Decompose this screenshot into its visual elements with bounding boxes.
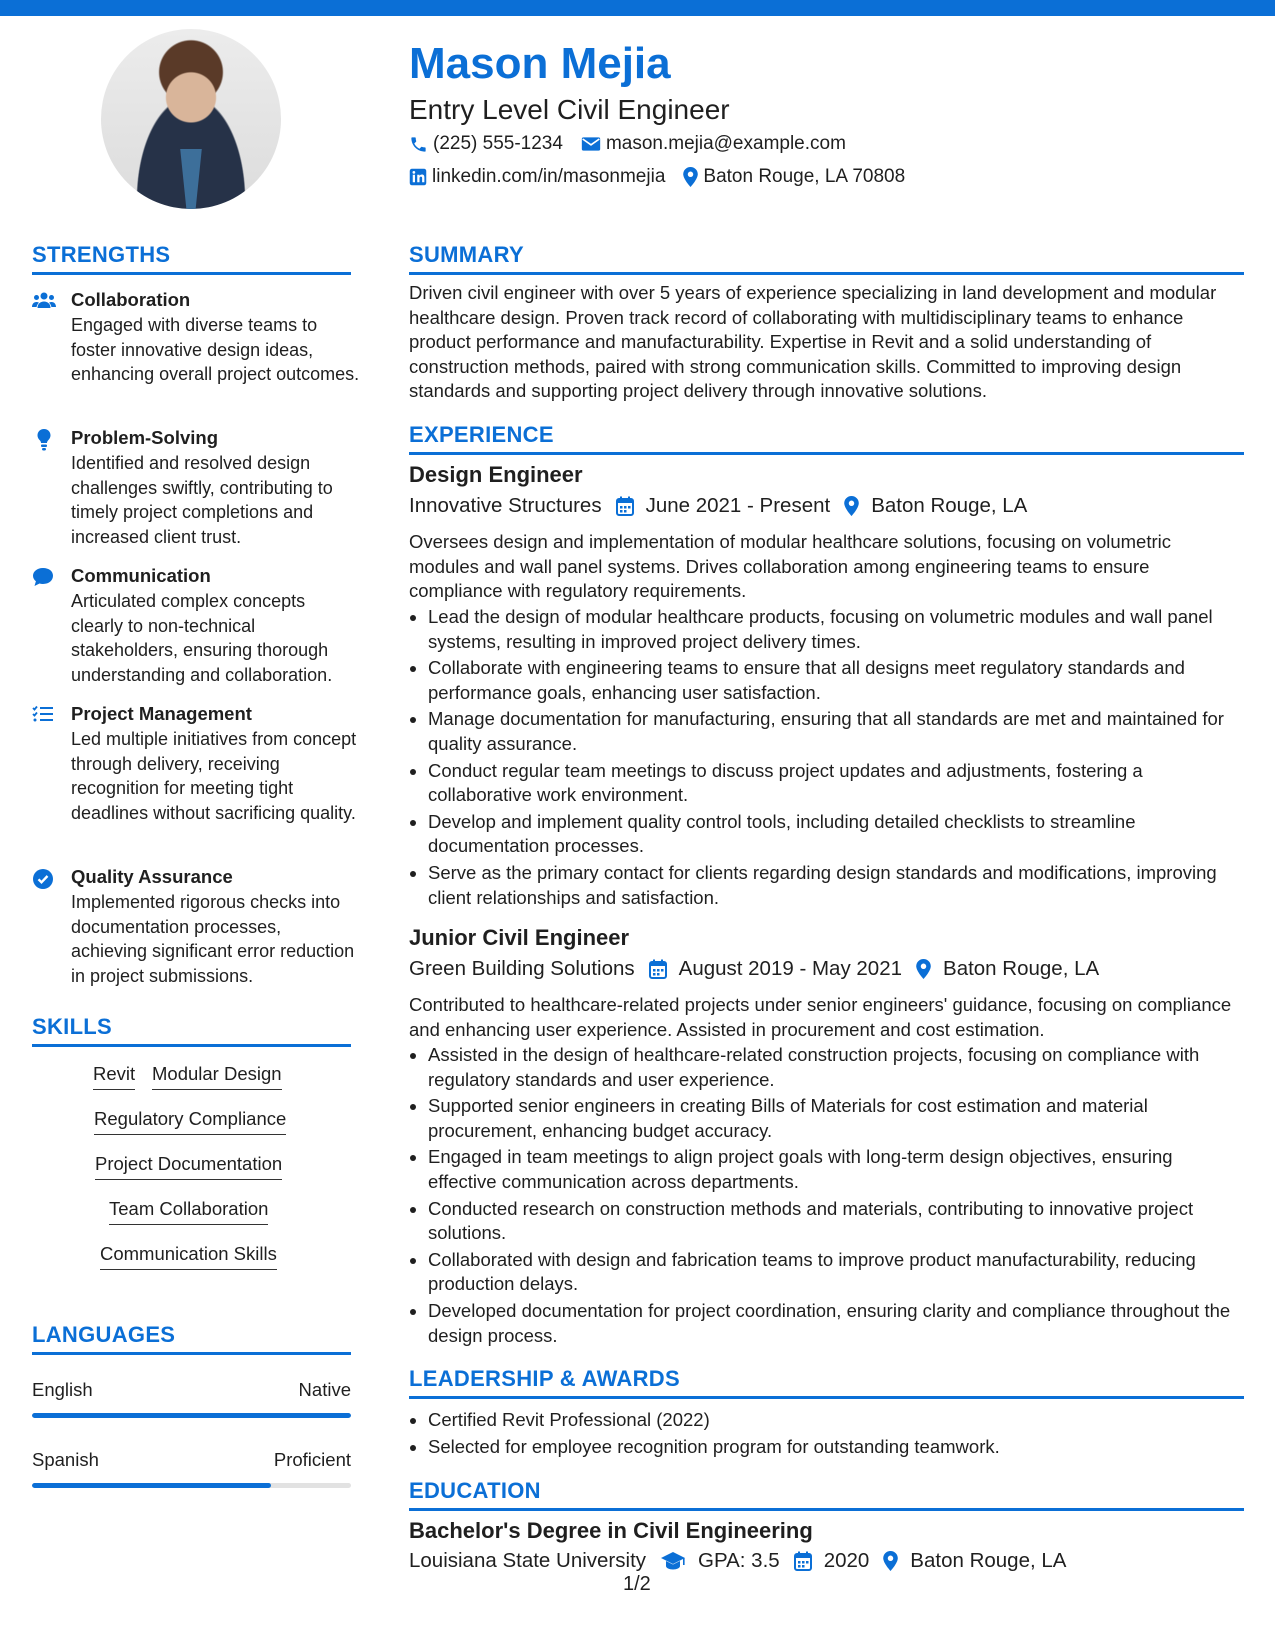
check-circle-icon [32,868,56,890]
degree-title: Bachelor's Degree in Civil Engineering [409,1518,813,1543]
strength-title: Collaboration [71,289,191,310]
school-location: Baton Rouge, LA [910,1549,1067,1572]
strength-desc: Led multiple initiatives from concept through delivery, receiving recognition for meeting tight deadlines without sacrificing quality. [71,729,357,823]
skill-tag: Project Documentation [95,1153,282,1180]
skill-tag: Communication Skills [100,1243,277,1270]
skill-tag: Team Collaboration [109,1198,268,1225]
job-dates: August 2019 - May 2021 [678,957,903,980]
leadership-divider [409,1396,1244,1399]
candidate-title: Entry Level Civil Engineer [409,94,730,125]
language-level: Native [298,1379,351,1400]
list-item: Manage documentation for manufacturing, ensuring that all standards are met and maintained for quality assurance. [409,707,1244,756]
job-description: Oversees design and implementation of modular healthcare solutions, focusing on volumetric modules and wall panel systems. Drives collaboration among engineering teams to ensure compliance with regulatory requirements. [409,531,1171,602]
skill-tag: Revit [93,1063,135,1090]
list-item: Collaborated with design and fabrication teams to improve product manufacturability, reducing production delays. [409,1248,1244,1297]
calendar-icon [649,959,667,979]
leadership-heading: LEADERSHIP & AWARDS [409,1366,680,1391]
job-title: Junior Civil Engineer [409,925,630,950]
job-bullets [409,605,1244,912]
job-location: Baton Rouge, LA [943,957,1100,980]
calendar-icon [794,1551,812,1571]
location-pin-icon [683,167,698,187]
languages-heading: LANGUAGES [32,1322,176,1347]
language-name: English [32,1379,93,1400]
strength-desc: Articulated complex concepts clearly to non-technical stakeholders, ensuring thorough understanding and collaboration. [71,591,333,685]
language-bar-fill [32,1483,271,1488]
language-name: Spanish [32,1449,99,1470]
language-bar [32,1413,351,1418]
skills-divider [32,1044,351,1047]
location-pin-icon [883,1551,898,1571]
list-item: Certified Revit Professional (2022) [409,1408,1244,1433]
strength-title: Problem-Solving [71,427,218,448]
job-dates: June 2021 - Present [645,494,831,517]
phone-icon [409,135,428,154]
leadership-bullets [409,1408,1244,1461]
job-meta [409,957,1099,981]
list-item: Supported senior engineers in creating Bills of Materials for cost estimation and material procurement, enhancing budget accuracy. [409,1094,1244,1143]
strength-desc: Implemented rigorous checks into documentation processes, achieving significant error reduction in project submissions. [71,892,355,986]
phone-text: (225) 555-1234 [433,133,563,154]
chat-icon [32,567,56,589]
email-icon [581,136,601,152]
location-text: Baton Rouge, LA 70808 [703,166,906,187]
list-item: Conducted research on construction methods and materials, contributing to innovative project solutions. [409,1197,1244,1246]
list-item: Collaborate with engineering teams to ensure that all designs meet regulatory standards and performance goals, enhancing user satisfaction. [409,656,1244,705]
education-divider [409,1508,1244,1511]
candidate-name: Mason Mejia [409,39,671,88]
summary-heading: SUMMARY [409,242,524,267]
skills-heading: SKILLS [32,1014,113,1039]
users-icon [32,291,56,313]
strength-title: Quality Assurance [71,866,233,887]
location-pin-icon [916,959,931,979]
location-pin-icon [844,496,859,516]
list-item: Assisted in the design of healthcare-related construction projects, focusing on compliance with regulatory standards and user experience. [409,1043,1244,1092]
list-item: Engaged in team meetings to align project goals with long-term design objectives, ensuring effective communication across departments. [409,1145,1244,1194]
job-title: Design Engineer [409,462,583,487]
strength-title: Communication [71,565,211,586]
linkedin-link[interactable]: linkedin.com/in/masonmejia [432,166,666,187]
list-item: Selected for employee recognition program for outstanding teamwork. [409,1435,1244,1460]
experience-heading: EXPERIENCE [409,422,554,447]
skill-tag: Modular Design [152,1063,282,1090]
job-meta [409,494,1027,518]
summary-text: Driven civil engineer with over 5 years of experience specializing in land development and modular healthcare design. Proven track record of collaborating with multidisciplinary teams to enhance product performance and manufacturability. Expertise in Revit and a solid understanding of construction methods, paired with strong communication skills. Committed to improving design standards and supporting project delivery through innovative solutions. [409,282,1217,402]
list-item: Developed documentation for project coordination, ensuring clarity and compliance throughout the design process. [409,1299,1244,1348]
job-company: Innovative Structures [409,494,602,517]
languages-divider [32,1352,351,1355]
tasks-icon [32,705,56,727]
gpa-text: GPA: 3.5 [698,1549,780,1572]
contact-row-1 [409,133,846,155]
strengths-heading: STRENGTHS [32,242,171,267]
strengths-divider [32,272,351,275]
job-bullets [409,1043,1244,1350]
linkedin-icon [409,168,427,186]
graduation-year: 2020 [823,1549,870,1572]
list-item: Develop and implement quality control tools, including detailed checklists to streamline documentation processes. [409,810,1244,859]
skill-tag: Regulatory Compliance [94,1108,286,1135]
job-location: Baton Rouge, LA [871,494,1028,517]
experience-divider [409,452,1244,455]
list-item: Serve as the primary contact for clients regarding design standards and modifications, improving client relationships and satisfaction. [409,861,1244,910]
school-name: Louisiana State University [409,1549,647,1572]
graduation-cap-icon [660,1551,686,1571]
profile-photo [101,29,281,209]
contact-row-2 [409,166,905,188]
lightbulb-icon [32,429,56,451]
education-meta [409,1549,1066,1573]
strength-desc: Engaged with diverse teams to foster innovative design ideas, enhancing overall project outcomes. [71,315,360,384]
job-description: Contributed to healthcare-related projects under senior engineers' guidance, focusing on compliance and enhancing user experience. Assisted in procurement and cost estimation. [409,994,1232,1040]
top-accent-bar [0,0,1275,16]
list-item: Conduct regular team meetings to discuss project updates and adjustments, fostering a collaborative work environment. [409,759,1244,808]
email-link[interactable]: mason.mejia@example.com [605,133,846,154]
page-number: 1/2 [623,1573,651,1595]
summary-divider [409,272,1244,275]
language-bar [32,1483,351,1488]
strength-desc: Identified and resolved design challenges swiftly, contributing to timely project completions and increased client trust. [71,453,333,547]
language-bar-fill [32,1413,351,1418]
education-heading: EDUCATION [409,1478,541,1503]
language-level: Proficient [273,1449,351,1470]
strength-title: Project Management [71,703,252,724]
list-item: Lead the design of modular healthcare products, focusing on volumetric modules and wall panel systems, resulting in improved project delivery times. [409,605,1244,654]
job-company: Green Building Solutions [409,957,635,980]
calendar-icon [616,496,634,516]
